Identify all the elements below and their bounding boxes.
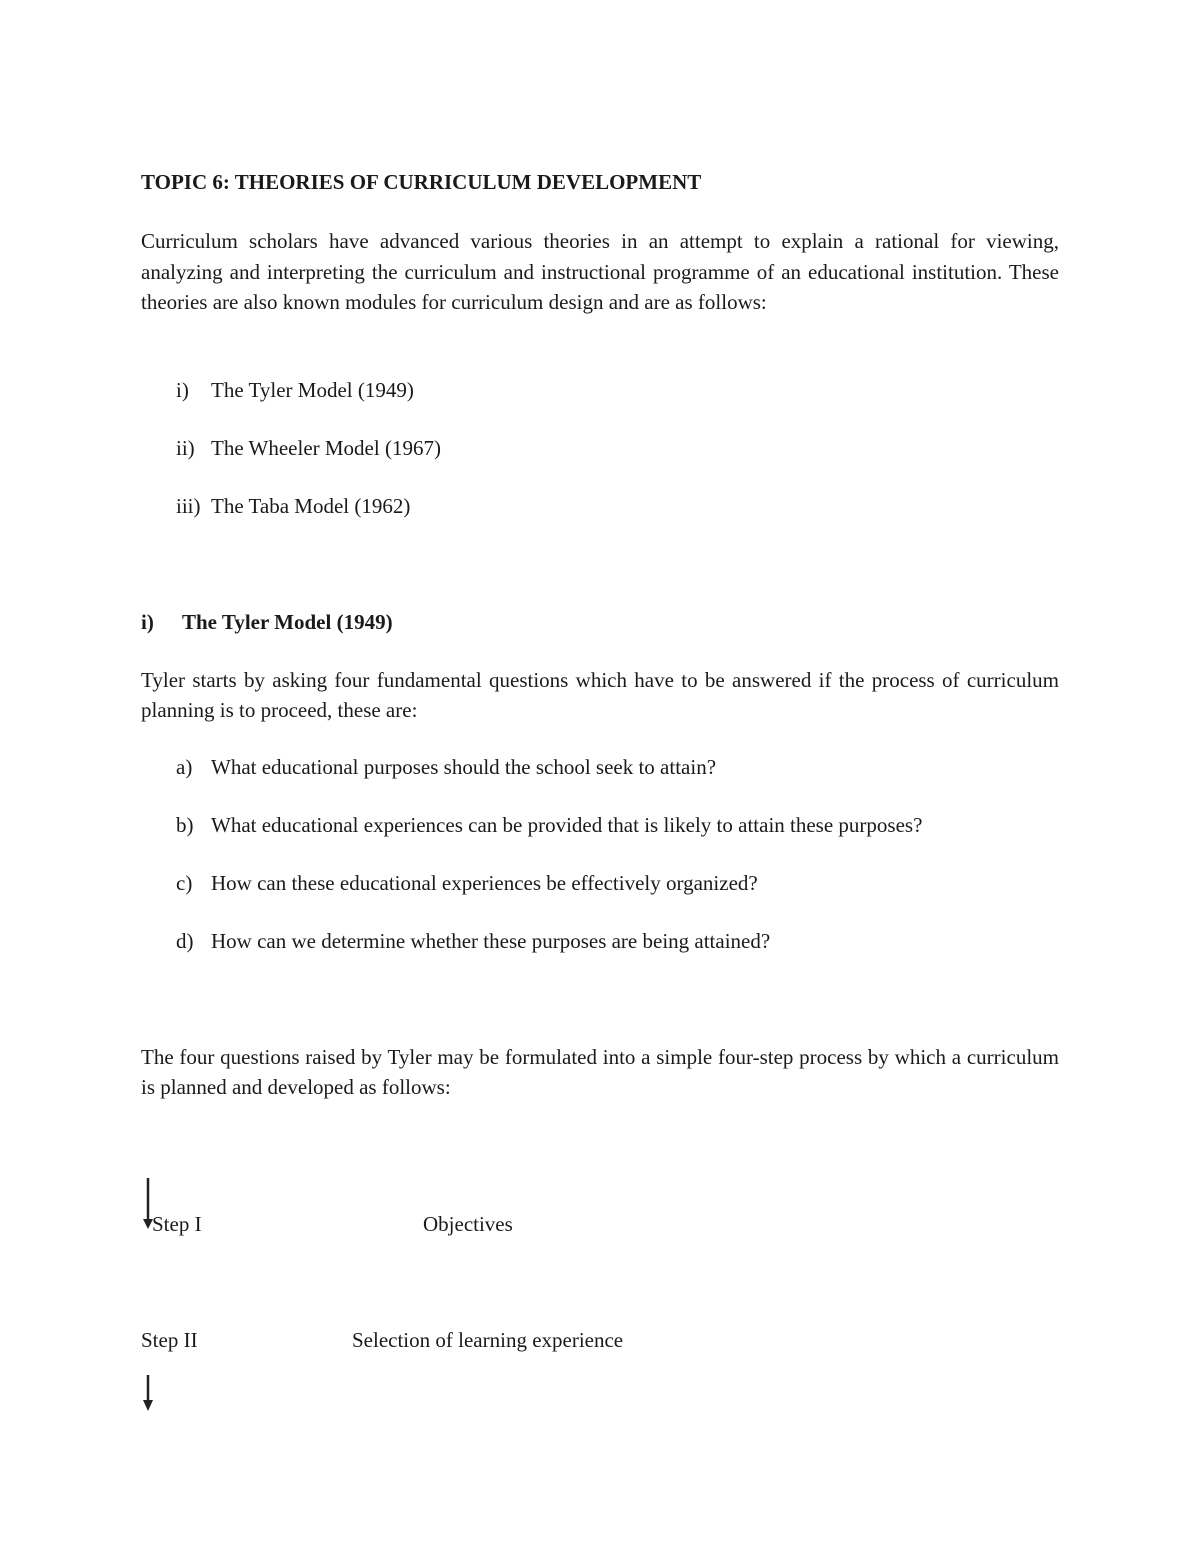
section-paragraph: Tyler starts by asking four fundamental questions which have to be answered if the process of curriculum planning is to proceed, these are:: [141, 668, 1059, 722]
document-title: TOPIC 6: THEORIES OF CURRICULUM DEVELOPMENT: [141, 170, 702, 194]
question-d: How can we determine whether these purposes are being attained?: [211, 929, 771, 953]
model-list-marker-1: i): [176, 378, 189, 402]
intro-paragraph: Curriculum scholars have advanced various theories in an attempt to explain a rational for viewing, analyzing and interpreting the curriculum and instructional programme of an educational institution. These theories are also known modules for curriculum design and are as follows:: [141, 229, 1059, 314]
model-list-item-2: The Wheeler Model (1967): [211, 436, 441, 460]
question-b: What educational experiences can be provided that is likely to attain these purposes?: [211, 813, 923, 837]
question-marker-b: b): [176, 813, 194, 837]
model-list-item-3: The Taba Model (1962): [211, 494, 411, 518]
question-marker-d: d): [176, 929, 194, 953]
model-list-marker-2: ii): [176, 436, 195, 460]
question-marker-c: c): [176, 871, 193, 895]
section-heading-marker: i): [141, 610, 154, 634]
question-a: What educational purposes should the school seek to attain?: [211, 755, 717, 779]
section-heading: The Tyler Model (1949): [182, 610, 393, 634]
step-1-label: Step I: [152, 1212, 202, 1236]
question-marker-a: a): [176, 755, 193, 779]
model-list-item-1: The Tyler Model (1949): [211, 378, 414, 402]
step-2-description: Selection of learning experience: [352, 1328, 624, 1352]
model-list-marker-3: iii): [176, 494, 201, 518]
steps-intro-paragraph: The four questions raised by Tyler may be formulated into a simple four-step process by which a curriculum is planned and developed as follows:: [141, 1045, 1059, 1099]
step-1-description: Objectives: [423, 1212, 513, 1236]
down-arrow-icon: [141, 1374, 155, 1414]
question-c: How can these educational experiences be effectively organized?: [211, 871, 758, 895]
step-2-label: Step II: [141, 1328, 198, 1352]
